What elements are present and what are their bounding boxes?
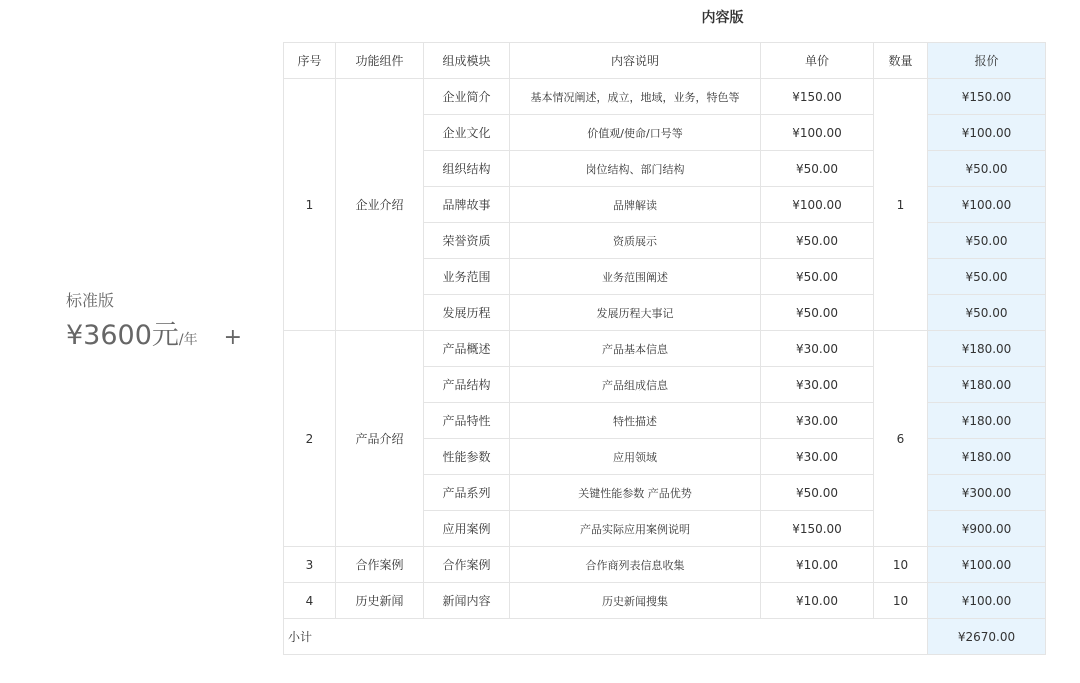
quote-cell: ¥180.00: [928, 331, 1046, 367]
module-cell: 组织结构: [424, 151, 510, 187]
subtotal-row: [284, 619, 1046, 655]
plus-sign: +: [223, 325, 243, 350]
description-cell: 业务范围阐述: [510, 259, 761, 295]
description-cell: 产品实际应用案例说明: [510, 511, 761, 547]
quote-cell: ¥100.00: [928, 115, 1046, 151]
header-cell: 组成模块: [424, 43, 510, 79]
description-cell: 资质展示: [510, 223, 761, 259]
subtotal-label: 小计: [284, 619, 928, 655]
quote-cell: ¥100.00: [928, 583, 1046, 619]
quote-cell: ¥150.00: [928, 79, 1046, 115]
unit-price-cell: ¥30.00: [761, 439, 874, 475]
quote-cell: ¥50.00: [928, 151, 1046, 187]
unit-price-cell: ¥100.00: [761, 187, 874, 223]
quantity-cell: 10: [874, 583, 928, 619]
header-cell: 功能组件: [336, 43, 424, 79]
unit-price-cell: ¥100.00: [761, 115, 874, 151]
plan-price-line: [66, 318, 266, 358]
description-cell: 历史新闻搜集: [510, 583, 761, 619]
quote-cell: ¥180.00: [928, 439, 1046, 475]
table-row: [284, 547, 1046, 583]
unit-price-cell: ¥30.00: [761, 403, 874, 439]
description-cell: 发展历程大事记: [510, 295, 761, 331]
unit-price-cell: ¥50.00: [761, 151, 874, 187]
quote-cell: ¥180.00: [928, 403, 1046, 439]
unit-price-cell: ¥50.00: [761, 223, 874, 259]
table-row: [284, 583, 1046, 619]
module-cell: 发展历程: [424, 295, 510, 331]
unit-price-cell: ¥150.00: [761, 79, 874, 115]
quote-cell: ¥50.00: [928, 259, 1046, 295]
quote-cell: ¥100.00: [928, 547, 1046, 583]
header-cell: 报价: [928, 43, 1046, 79]
module-cell: 应用案例: [424, 511, 510, 547]
description-cell: 应用领域: [510, 439, 761, 475]
component-cell: 企业介绍: [336, 79, 424, 331]
header-cell: 内容说明: [510, 43, 761, 79]
table-title: 内容版: [701, 10, 744, 26]
quantity-cell: 10: [874, 547, 928, 583]
module-cell: 企业简介: [424, 79, 510, 115]
module-cell: 产品概述: [424, 331, 510, 367]
quantity-cell: 1: [874, 79, 928, 331]
row-number-cell: 1: [284, 79, 336, 331]
module-cell: 产品结构: [424, 367, 510, 403]
plan-price-unit: /年: [178, 332, 198, 348]
module-cell: 合作案例: [424, 547, 510, 583]
module-cell: 荣誉资质: [424, 223, 510, 259]
module-cell: 产品系列: [424, 475, 510, 511]
description-cell: 关键性能参数 产品优势: [510, 475, 761, 511]
header-cell: 单价: [761, 43, 874, 79]
quote-table: [283, 42, 1046, 655]
unit-price-cell: ¥150.00: [761, 511, 874, 547]
quote-cell: ¥180.00: [928, 367, 1046, 403]
row-number-cell: 4: [284, 583, 336, 619]
quote-cell: ¥50.00: [928, 295, 1046, 331]
unit-price-cell: ¥10.00: [761, 583, 874, 619]
quote-cell: ¥100.00: [928, 187, 1046, 223]
plan-price: ¥3600元: [66, 320, 179, 351]
unit-price-cell: ¥10.00: [761, 547, 874, 583]
quote-cell: ¥900.00: [928, 511, 1046, 547]
description-cell: 合作商列表信息收集: [510, 547, 761, 583]
module-cell: 品牌故事: [424, 187, 510, 223]
unit-price-cell: ¥30.00: [761, 331, 874, 367]
component-cell: 历史新闻: [336, 583, 424, 619]
row-number-cell: 2: [284, 331, 336, 547]
table-row: [284, 331, 1046, 367]
unit-price-cell: ¥30.00: [761, 367, 874, 403]
module-cell: 新闻内容: [424, 583, 510, 619]
module-cell: 性能参数: [424, 439, 510, 475]
plan-name: 标准版: [66, 291, 115, 310]
header-cell: 序号: [284, 43, 336, 79]
unit-price-cell: ¥50.00: [761, 295, 874, 331]
description-cell: 价值观/使命/口号等: [510, 115, 761, 151]
quote-cell: ¥300.00: [928, 475, 1046, 511]
row-number-cell: 3: [284, 547, 336, 583]
unit-price-cell: ¥50.00: [761, 475, 874, 511]
description-cell: 基本情况阐述，成立，地域，业务，特色等: [510, 79, 761, 115]
module-cell: 企业文化: [424, 115, 510, 151]
subtotal-value: ¥2670.00: [928, 619, 1046, 655]
description-cell: 产品基本信息: [510, 331, 761, 367]
quote-cell: ¥50.00: [928, 223, 1046, 259]
description-cell: 产品组成信息: [510, 367, 761, 403]
description-cell: 岗位结构、部门结构: [510, 151, 761, 187]
description-cell: 特性描述: [510, 403, 761, 439]
component-cell: 合作案例: [336, 547, 424, 583]
table-header-row: [284, 43, 1046, 79]
quantity-cell: 6: [874, 331, 928, 547]
component-cell: 产品介绍: [336, 331, 424, 547]
plan-summary: [66, 290, 266, 358]
description-cell: 品牌解读: [510, 187, 761, 223]
table-row: [284, 79, 1046, 115]
module-cell: 产品特性: [424, 403, 510, 439]
unit-price-cell: ¥50.00: [761, 259, 874, 295]
header-cell: 数量: [874, 43, 928, 79]
module-cell: 业务范围: [424, 259, 510, 295]
